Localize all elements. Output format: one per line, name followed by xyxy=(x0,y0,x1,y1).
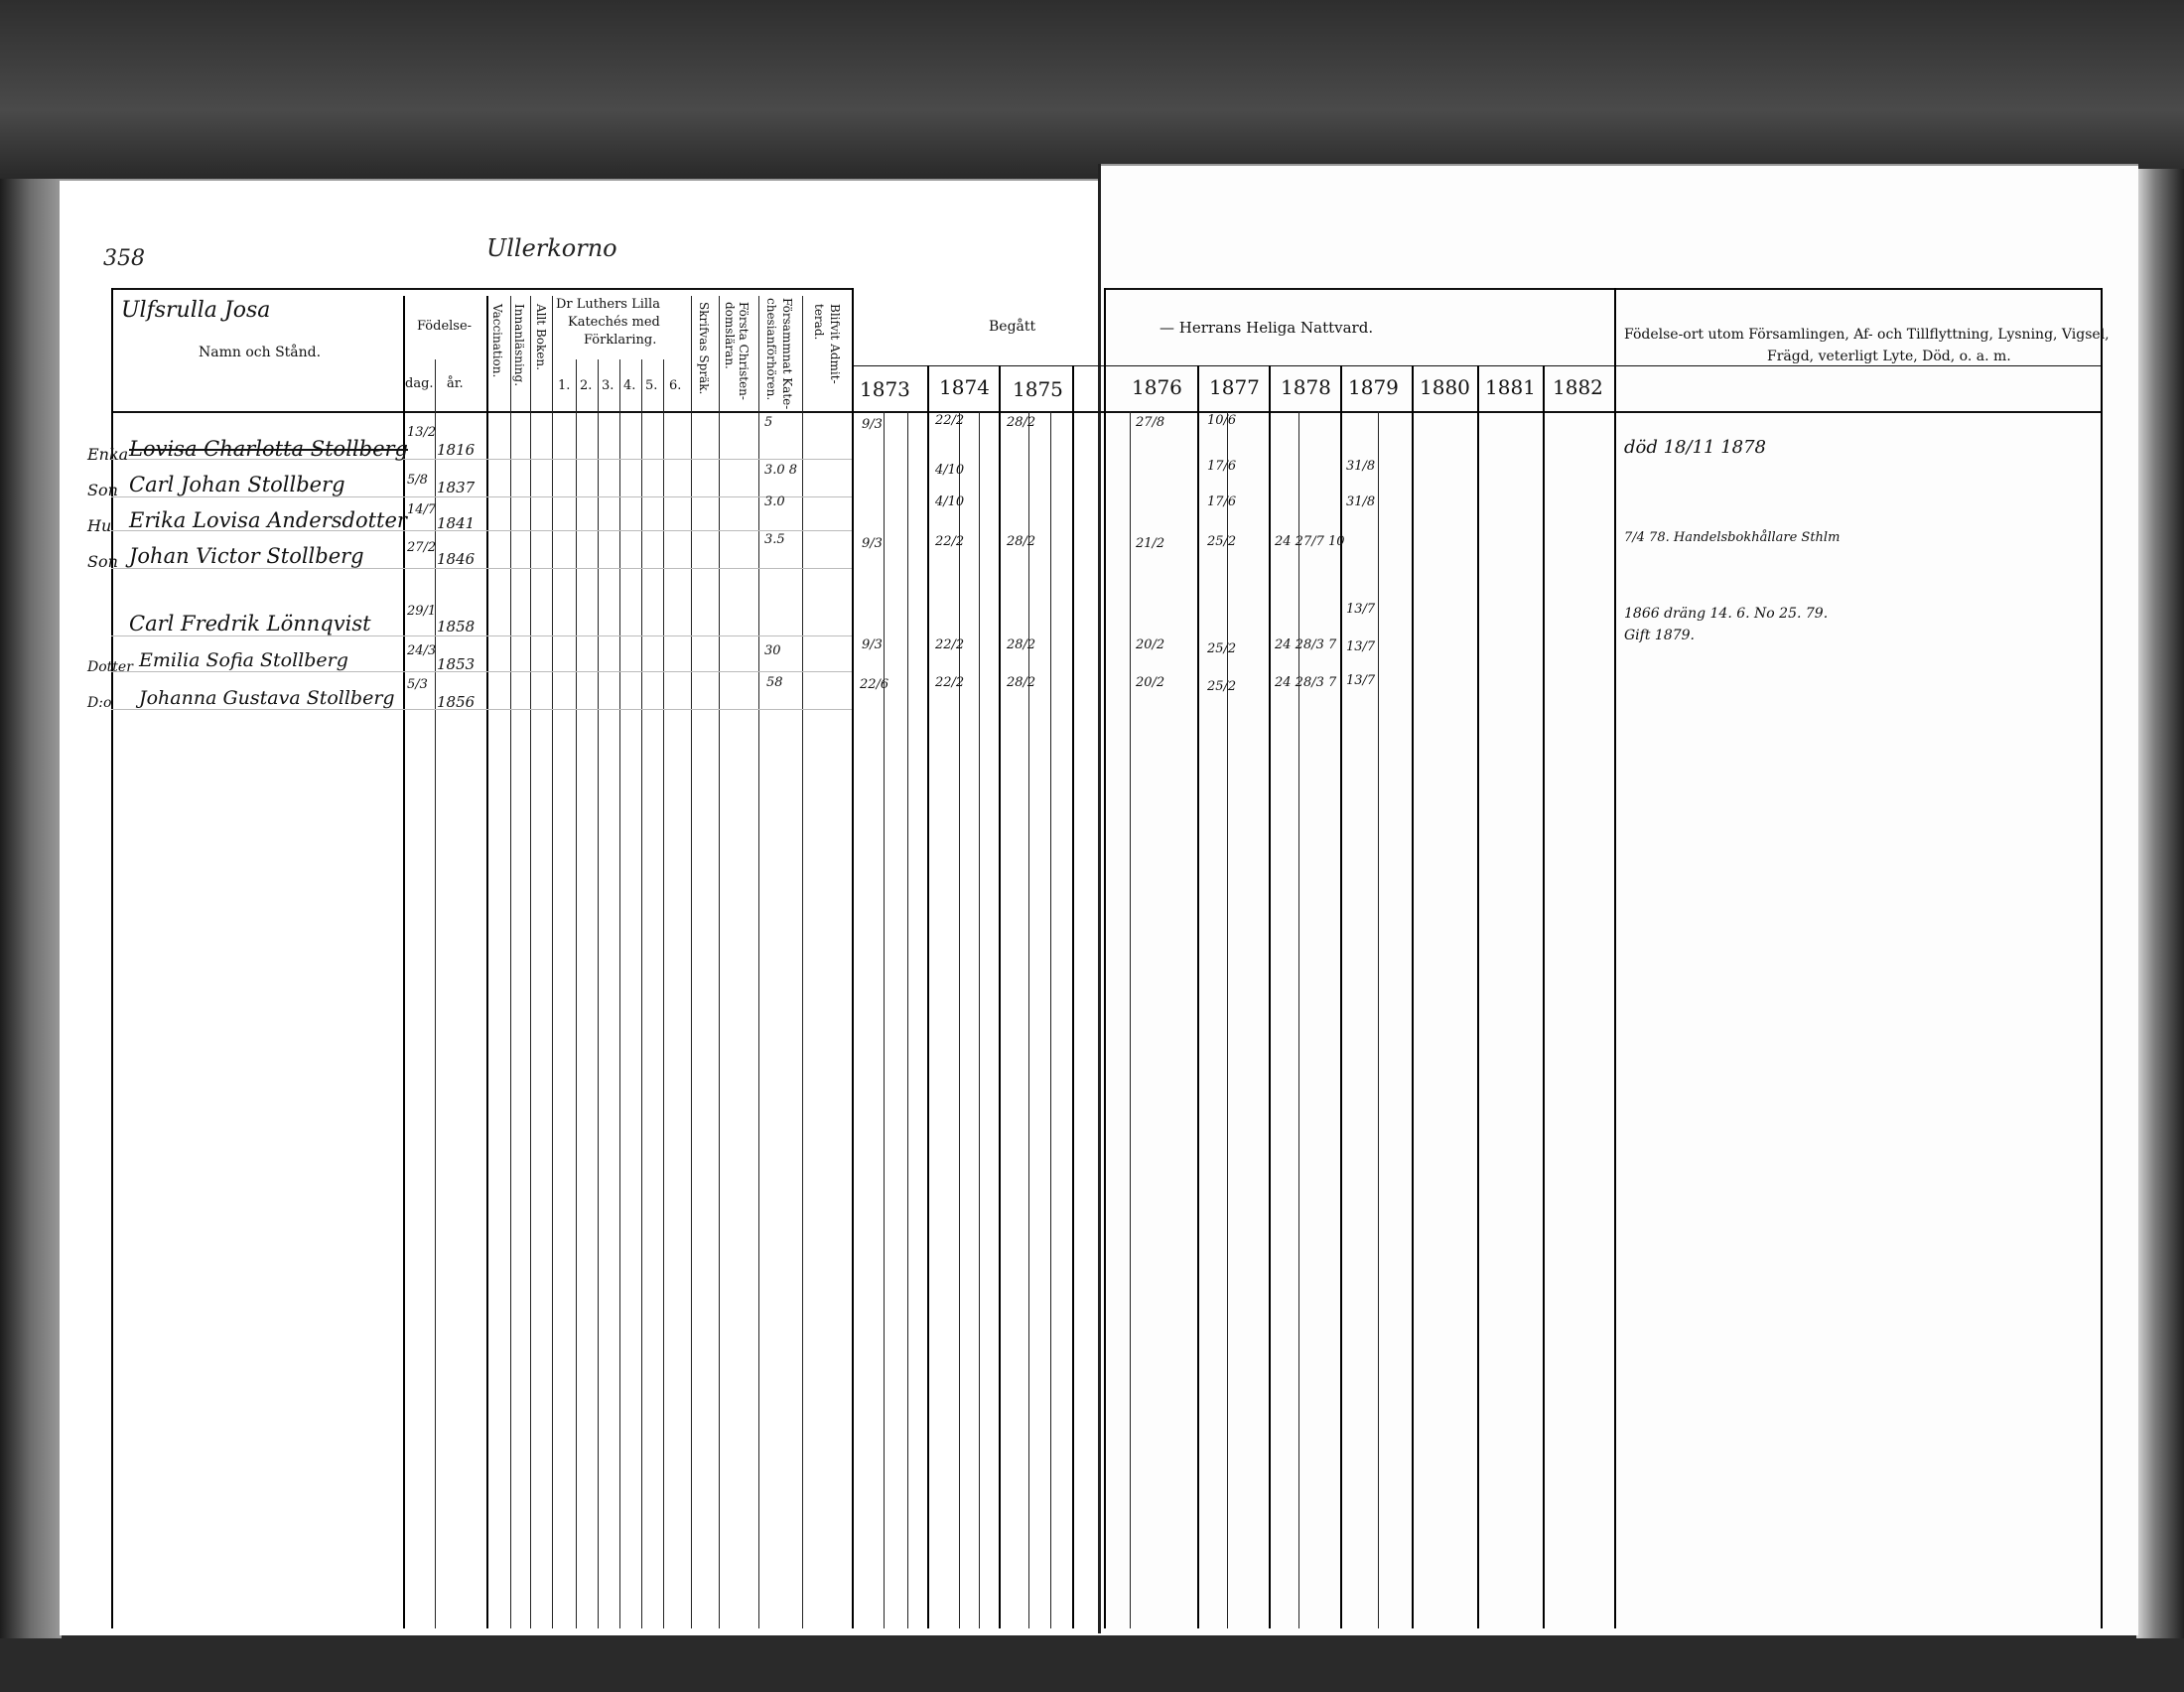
kat-value: 3.0 8 xyxy=(764,463,798,478)
person-role: Hu xyxy=(87,516,112,535)
c1879: 31/8 xyxy=(1346,459,1376,474)
col-line xyxy=(663,359,664,1628)
c1876: 20/2 xyxy=(1136,637,1165,652)
col-line xyxy=(927,365,929,1628)
person-role: D:o xyxy=(87,695,112,711)
header-reading: Innanläsning. xyxy=(512,304,526,387)
col-line xyxy=(979,411,980,1628)
header-year: år. xyxy=(447,376,464,391)
remark: 1866 dräng 14. 6. No 25. 79. xyxy=(1624,606,1829,622)
year-1879: 1879 xyxy=(1348,375,1399,399)
col-line xyxy=(1227,411,1228,1628)
person-role: Son xyxy=(87,481,118,499)
header-col3: 3. xyxy=(602,378,614,393)
col-line xyxy=(1130,411,1131,1628)
c1877: 17/6 xyxy=(1207,494,1237,509)
col-line xyxy=(884,411,885,1628)
person-name: Lovisa Charlotta Stollberg xyxy=(129,437,408,461)
birth-year: 1856 xyxy=(437,693,476,711)
birth-day: 13/2 xyxy=(407,425,437,440)
header-christ-first: Första Christen- xyxy=(737,302,751,400)
remark: Gift 1879. xyxy=(1624,628,1695,643)
col-line xyxy=(1104,288,1106,1628)
year-1877: 1877 xyxy=(1209,375,1260,399)
person-name: Carl Fredrik Lönnqvist xyxy=(129,612,371,635)
c1877: 25/2 xyxy=(1207,679,1237,694)
row-line xyxy=(111,496,852,497)
col-line xyxy=(1340,365,1342,1628)
birth-year: 1853 xyxy=(437,655,476,673)
col-line xyxy=(1412,365,1414,1628)
col-line xyxy=(576,359,577,1628)
page-number: 358 xyxy=(103,246,145,271)
header-birth: Födelse- xyxy=(417,319,473,334)
birth-day: 27/2 xyxy=(407,540,437,555)
c1877: 17/6 xyxy=(1207,459,1237,474)
kat-value: 58 xyxy=(766,675,783,690)
c1874: 4/10 xyxy=(935,494,965,509)
scan-background-bottom xyxy=(0,1628,2184,1692)
header-admitted: Blifvit Admit- xyxy=(828,304,842,384)
year-1881: 1881 xyxy=(1485,375,1536,399)
header-book-of-all: Allt Boken. xyxy=(534,304,548,370)
person-name: Carl Johan Stollberg xyxy=(129,473,345,496)
header-luther: Dr Luthers Lilla xyxy=(556,297,660,312)
c1879: 13/7 xyxy=(1346,639,1376,654)
year-row-line xyxy=(852,365,2101,366)
year-1878: 1878 xyxy=(1281,375,1331,399)
c1876: 27/8 xyxy=(1136,415,1165,430)
c1878: 24 28/3 7 xyxy=(1275,637,1337,652)
header-col1: 1. xyxy=(558,378,571,393)
c1875: 28/2 xyxy=(1007,675,1036,690)
year-1880: 1880 xyxy=(1420,375,1470,399)
c1879: 13/7 xyxy=(1346,673,1376,688)
col-line xyxy=(641,359,642,1628)
header-day: dag. xyxy=(405,376,434,391)
person-name: Erika Lovisa Andersdotter xyxy=(129,508,407,532)
birth-day: 5/3 xyxy=(407,677,428,692)
person-role: Enka xyxy=(87,445,129,464)
row-line xyxy=(111,635,852,636)
header-name-station: Namn och Stånd. xyxy=(199,345,322,360)
book-gutter xyxy=(1098,164,1101,1633)
header-kat-join: Försammnat Kate- xyxy=(780,298,794,410)
person-name: Johan Victor Stollberg xyxy=(129,544,364,568)
c1877: 25/2 xyxy=(1207,641,1237,656)
c1873: 9/3 xyxy=(862,637,883,652)
kat-value: 3.0 xyxy=(764,494,785,509)
c1879: 13/7 xyxy=(1346,602,1376,617)
c1875: 28/2 xyxy=(1007,637,1036,652)
birth-day: 29/1 xyxy=(407,604,437,619)
header-catechism: Katechés med xyxy=(568,315,660,330)
remark: 7/4 78. Handelsbokhållare Sthlm xyxy=(1624,530,1841,545)
year-1874: 1874 xyxy=(939,375,990,399)
birth-year: 1837 xyxy=(437,479,476,496)
c1874: 22/2 xyxy=(935,637,965,652)
header-bottom-right xyxy=(852,411,2101,413)
kat-value: 30 xyxy=(764,643,781,658)
col-line xyxy=(1543,365,1545,1628)
remark: död 18/11 1878 xyxy=(1624,437,1767,458)
c1875: 28/2 xyxy=(1007,534,1036,549)
page-heading: Ullerkorno xyxy=(486,234,617,262)
year-1873: 1873 xyxy=(860,377,910,401)
col-line xyxy=(1269,365,1271,1628)
kat-value: 5 xyxy=(764,415,773,430)
c1873: 22/6 xyxy=(860,677,889,692)
c1874: 22/2 xyxy=(935,675,965,690)
header-col4: 4. xyxy=(623,378,636,393)
header-bottom-left xyxy=(111,411,852,413)
person-role: Son xyxy=(87,552,118,571)
person-name: Emilia Sofia Stollberg xyxy=(139,649,348,671)
frame-top-left xyxy=(111,288,852,290)
birth-day: 5/8 xyxy=(407,473,428,488)
col-line xyxy=(1050,411,1051,1628)
birth-year: 1846 xyxy=(437,550,476,568)
col-line xyxy=(959,411,960,1628)
col-line xyxy=(1614,288,1616,1628)
header-remarks-2: Frägd, veterligt Lyte, Död, o. a. m. xyxy=(1767,349,2011,364)
c1879: 31/8 xyxy=(1346,494,1376,509)
col-line xyxy=(598,359,599,1628)
header-remarks-1: Födelse-ort utom Församlingen, Af- och Tillflyttning, Lysning, Vigsel, xyxy=(1624,327,2110,343)
header-vaccination: Vaccination. xyxy=(490,304,504,378)
header-christ-first-2: domsläran. xyxy=(723,302,737,369)
header-begatt: Begått xyxy=(989,319,1036,335)
birth-year: 1841 xyxy=(437,514,476,532)
col-line xyxy=(907,411,908,1628)
c1873: 9/3 xyxy=(862,536,883,551)
c1874: 22/2 xyxy=(935,534,965,549)
year-1875: 1875 xyxy=(1013,377,1063,401)
c1876: 20/2 xyxy=(1136,675,1165,690)
header-col6: 6. xyxy=(669,378,682,393)
c1874: 22/2 xyxy=(935,413,965,428)
header-kat-join-2: chesianförhören. xyxy=(764,298,778,401)
header-communion: — Herrans Heliga Nattvard. xyxy=(1160,319,1374,337)
frame-top-right xyxy=(1104,288,2101,290)
birth-year: 1858 xyxy=(437,618,476,635)
birth-year: 1816 xyxy=(437,441,476,459)
header-col5: 5. xyxy=(645,378,658,393)
col-line xyxy=(852,288,854,1628)
header-writing: Skrifvas Spräk. xyxy=(697,302,711,395)
header-admitted-2: terad. xyxy=(812,304,826,341)
birth-day: 24/3 xyxy=(407,643,437,658)
col-line xyxy=(619,359,620,1628)
row-line xyxy=(111,671,852,672)
c1876: 21/2 xyxy=(1136,536,1165,551)
col-line xyxy=(1477,365,1479,1628)
c1878: 24 28/3 7 xyxy=(1275,675,1337,690)
col-line xyxy=(1072,365,1074,1628)
col-line xyxy=(999,365,1001,1628)
row-line xyxy=(111,709,852,710)
c1873: 9/3 xyxy=(862,417,883,432)
c1875: 28/2 xyxy=(1007,415,1036,430)
col-line xyxy=(1028,411,1029,1628)
c1874: 4/10 xyxy=(935,463,965,478)
header-explanation: Förklaring. xyxy=(584,333,657,348)
year-1882: 1882 xyxy=(1553,375,1603,399)
col-line xyxy=(1298,411,1299,1628)
row-line xyxy=(111,568,852,569)
person-name: Johanna Gustava Stollberg xyxy=(139,687,395,709)
person-role: Dotter xyxy=(87,659,133,675)
year-1876: 1876 xyxy=(1132,375,1182,399)
scan-background-top xyxy=(0,0,2184,184)
header-col2: 2. xyxy=(580,378,593,393)
col-line xyxy=(1197,365,1199,1628)
birth-day: 14/7 xyxy=(407,502,437,517)
book-edge-right xyxy=(2136,169,2184,1638)
c1877: 25/2 xyxy=(1207,534,1237,549)
kat-value: 3.5 xyxy=(764,532,785,547)
book-edge-left xyxy=(0,179,62,1638)
c1877: 10/6 xyxy=(1207,413,1237,428)
header-title-hand: Ulfsrulla Josa xyxy=(121,298,271,323)
col-line xyxy=(1378,411,1379,1628)
col-line xyxy=(2101,288,2103,1628)
c1878: 24 27/7 10 xyxy=(1275,534,1345,549)
